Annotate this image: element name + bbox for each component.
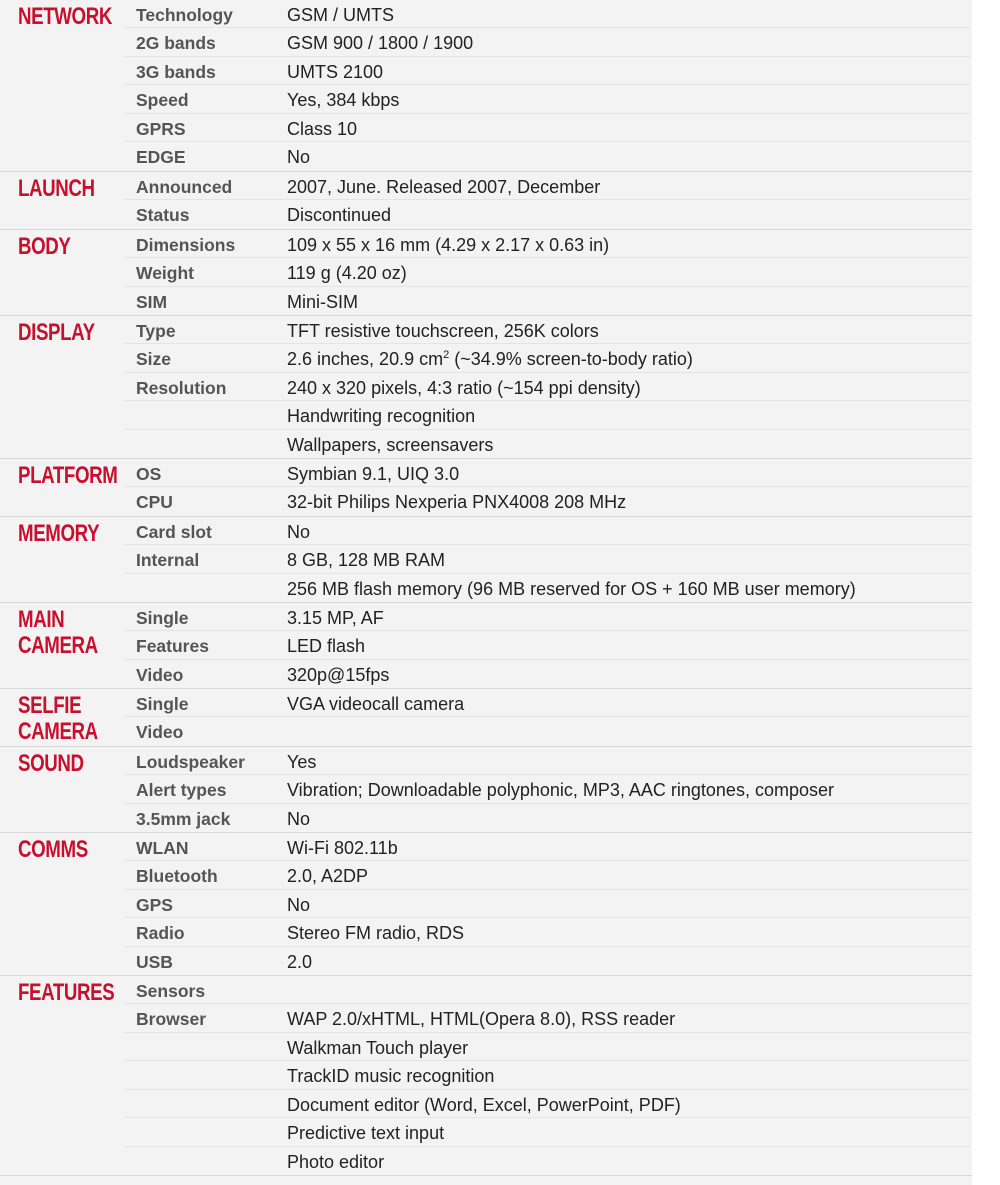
spec-value [287, 378, 641, 399]
spec-value-text: 3.15 MP, AF [287, 608, 384, 628]
spec-value-text: 2007, June. Released 2007, December [287, 177, 601, 197]
section-title [18, 837, 100, 863]
spec-value-text-after: (~34.9% screen-to-body ratio) [449, 349, 693, 369]
spec-value-text: Yes, 384 kbps [287, 90, 400, 110]
spec-row [124, 373, 970, 401]
spec-value-text: VGA videocall camera [287, 694, 465, 714]
spec-label: Features [136, 636, 209, 656]
spec-row [124, 804, 970, 832]
spec-section [0, 689, 972, 747]
spec-value-text: Symbian 9.1, UIQ 3.0 [287, 464, 460, 484]
spec-row [124, 1004, 970, 1033]
spec-value [287, 33, 473, 54]
spec-value-text: Stereo FM radio, RDS [287, 923, 465, 943]
spec-label: GPS [136, 895, 173, 915]
spec-row [124, 890, 970, 918]
spec-rows [124, 0, 970, 171]
spec-label: OS [136, 464, 162, 484]
spec-value [287, 694, 464, 715]
section-title-line: CAMERA [18, 718, 98, 745]
spec-label: Loudspeaker [136, 752, 245, 772]
spec-value-text: LED flash [287, 636, 366, 656]
section-title-line: MAIN [18, 606, 65, 633]
spec-value [287, 1009, 675, 1030]
spec-label: Bluetooth [136, 866, 218, 886]
spec-section [0, 0, 972, 172]
spec-label: EDGE [136, 147, 186, 167]
spec-rows [124, 747, 970, 832]
section-title-line: SELFIE [18, 692, 82, 719]
spec-section [0, 517, 972, 603]
spec-row [124, 85, 970, 114]
spec-label: USB [136, 952, 173, 972]
spec-value [287, 119, 357, 140]
section-title-line: MEMORY [18, 520, 100, 547]
spec-rows [124, 230, 970, 315]
spec-rows [124, 603, 970, 688]
spec-value [287, 263, 407, 284]
spec-row [124, 114, 970, 142]
spec-value-text: UMTS 2100 [287, 62, 384, 82]
spec-row [124, 947, 970, 975]
spec-value-text: GSM / UMTS [287, 5, 394, 25]
section-title [18, 462, 118, 489]
spec-row [124, 574, 970, 602]
spec-row [124, 230, 970, 258]
section-title-line: NETWORK [18, 3, 112, 30]
spec-value-text: 8 GB, 128 MB RAM [287, 550, 446, 570]
spec-rows [124, 689, 970, 746]
spec-label: Alert types [136, 780, 227, 800]
spec-label: 2G bands [136, 33, 216, 53]
section-title-line: BODY [18, 233, 71, 260]
spec-label: Radio [136, 923, 185, 943]
section-title [18, 320, 100, 346]
spec-value [287, 464, 459, 485]
spec-label: CPU [136, 492, 173, 512]
spec-row [124, 258, 970, 287]
spec-label: Card slot [136, 522, 212, 542]
spec-row [124, 976, 970, 1004]
spec-value [287, 665, 389, 686]
spec-row [124, 1147, 970, 1175]
spec-value [287, 321, 599, 342]
spec-value [287, 1066, 494, 1087]
section-title [18, 693, 100, 745]
section-title [18, 607, 100, 659]
spec-row [124, 459, 970, 487]
spec-value-text: WAP 2.0/xHTML, HTML(Opera 8.0), RSS reader [287, 1009, 676, 1029]
spec-section [0, 172, 972, 230]
spec-value [287, 205, 391, 226]
spec-value [287, 780, 834, 801]
spec-value-text: 32-bit Philips Nexperia PNX4008 208 MHz [287, 492, 627, 512]
spec-row [124, 1090, 970, 1118]
page-margin [972, 0, 1000, 1185]
spec-row [124, 57, 970, 85]
spec-label: Internal [136, 550, 200, 570]
spec-value-superscript: 2 [443, 349, 450, 361]
spec-value [287, 292, 358, 313]
section-title [18, 176, 100, 202]
spec-value-text: 240 x 320 pixels, 4:3 ratio (~154 ppi density) [287, 378, 641, 398]
spec-section [0, 747, 972, 833]
spec-row [124, 689, 970, 717]
spec-value [287, 406, 475, 427]
spec-row [124, 717, 970, 746]
spec-value-text: Predictive text input [287, 1123, 445, 1143]
spec-label: Type [136, 321, 176, 341]
spec-label: SIM [136, 292, 168, 312]
spec-section [0, 316, 972, 459]
section-title [18, 979, 115, 1006]
spec-value-text: 2.0, A2DP [287, 866, 369, 886]
spec-label: Speed [136, 90, 189, 110]
spec-row [124, 316, 970, 344]
spec-value [287, 838, 398, 859]
spec-value-text: 119 g (4.20 oz) [287, 263, 407, 283]
spec-value [287, 492, 626, 513]
spec-value [287, 579, 856, 600]
spec-value [287, 952, 312, 973]
spec-section [0, 459, 972, 517]
spec-value-text: No [287, 895, 311, 915]
spec-row [124, 833, 970, 861]
spec-value-text: Walkman Touch player [287, 1038, 469, 1058]
spec-value [287, 5, 394, 26]
spec-section [0, 230, 972, 316]
spec-value [287, 349, 693, 370]
spec-row [124, 487, 970, 516]
spec-value [287, 1123, 444, 1144]
spec-row [124, 603, 970, 631]
spec-value-text: Vibration; Downloadable polyphonic, MP3, AAC ringtones, composer [287, 780, 834, 800]
spec-row [124, 545, 970, 574]
spec-section [0, 976, 972, 1176]
spec-label: Dimensions [136, 235, 236, 255]
section-title [18, 521, 100, 547]
spec-value-text: Class 10 [287, 119, 358, 139]
section-title-line: SOUND [18, 750, 84, 777]
spec-label: Single [136, 608, 189, 628]
section-title-line: CAMERA [18, 632, 98, 659]
spec-value [287, 636, 365, 657]
spec-value-text: Mini-SIM [287, 292, 358, 312]
spec-value-text: 256 MB flash memory (96 MB reserved for OS + 160 MB user memory) [287, 579, 856, 599]
section-title-line: PLATFORM [18, 462, 118, 489]
section-title-line: LAUNCH [18, 175, 95, 202]
spec-section [0, 833, 972, 976]
spec-row [124, 142, 970, 171]
spec-label: Size [136, 349, 172, 369]
spec-value [287, 435, 493, 456]
spec-rows [124, 172, 970, 229]
spec-label: Video [136, 665, 184, 685]
spec-value-text: Discontinued [287, 205, 392, 225]
spec-value [287, 866, 368, 887]
spec-value-text: 320p@15fps [287, 665, 390, 685]
spec-value-text: TFT resistive touchscreen, 256K colors [287, 321, 599, 341]
spec-value [287, 895, 310, 916]
spec-value [287, 608, 384, 629]
spec-value-text: Wallpapers, screensavers [287, 435, 494, 455]
spec-value [287, 177, 600, 198]
spec-label: Technology [136, 5, 233, 25]
section-title-line: COMMS [18, 836, 88, 863]
spec-rows [124, 459, 970, 516]
spec-row [124, 918, 970, 947]
spec-value-text: No [287, 809, 311, 829]
spec-rows [124, 976, 970, 1175]
spec-row [124, 631, 970, 660]
spec-row [124, 747, 970, 775]
spec-value [287, 550, 445, 571]
spec-value [287, 147, 310, 168]
spec-value [287, 752, 316, 773]
section-title [18, 234, 100, 260]
spec-rows [124, 517, 970, 602]
spec-value [287, 235, 609, 256]
spec-row [124, 0, 970, 28]
spec-value-text: GSM 900 / 1800 / 1900 [287, 33, 474, 53]
spec-label: Video [136, 722, 184, 742]
spec-section [0, 603, 972, 689]
spec-value [287, 62, 383, 83]
spec-label: Weight [136, 263, 195, 283]
spec-row [124, 430, 970, 458]
spec-value-text: 2.6 inches, 20.9 cm [287, 349, 444, 369]
spec-value [287, 1095, 681, 1116]
spec-label: Status [136, 205, 190, 225]
section-title-line: FEATURES [18, 979, 115, 1006]
spec-label: Resolution [136, 378, 227, 398]
spec-rows [124, 316, 970, 458]
spec-row [124, 401, 970, 430]
spec-value [287, 522, 310, 543]
spec-value-text: No [287, 522, 311, 542]
spec-row [124, 861, 970, 890]
spec-label: Browser [136, 1009, 207, 1029]
spec-row [124, 1033, 970, 1061]
spec-row [124, 172, 970, 200]
spec-value-text: Photo editor [287, 1152, 385, 1172]
spec-value [287, 1152, 384, 1173]
spec-label: GPRS [136, 119, 186, 139]
spec-row [124, 344, 970, 373]
spec-value [287, 923, 464, 944]
spec-value-text: Document editor (Word, Excel, PowerPoint, PDF) [287, 1095, 681, 1115]
section-title [18, 3, 112, 30]
spec-value-text: TrackID music recognition [287, 1066, 495, 1086]
section-title [18, 751, 100, 777]
section-title-line: DISPLAY [18, 319, 95, 346]
spec-label: 3G bands [136, 62, 216, 82]
spec-label: 3.5mm jack [136, 809, 231, 829]
spec-row [124, 1061, 970, 1090]
spec-value-text: 2.0 [287, 952, 313, 972]
spec-rows [124, 833, 970, 975]
spec-label: Sensors [136, 981, 206, 1001]
spec-row [124, 660, 970, 688]
spec-row [124, 200, 970, 229]
spec-row [124, 1118, 970, 1147]
spec-value-text: 109 x 55 x 16 mm (4.29 x 2.17 x 0.63 in) [287, 235, 610, 255]
spec-value-text: Wi-Fi 802.11b [287, 838, 398, 858]
spec-value [287, 1038, 468, 1059]
spec-value [287, 809, 310, 830]
spec-label: Single [136, 694, 189, 714]
spec-value-text: Handwriting recognition [287, 406, 476, 426]
spec-value-text: Yes [287, 752, 317, 772]
spec-row [124, 775, 970, 804]
spec-row [124, 28, 970, 57]
spec-value-text: No [287, 147, 311, 167]
spec-value [287, 90, 399, 111]
spec-row [124, 517, 970, 545]
spec-label: WLAN [136, 838, 189, 858]
spec-label: Announced [136, 177, 233, 197]
spec-row [124, 287, 970, 315]
